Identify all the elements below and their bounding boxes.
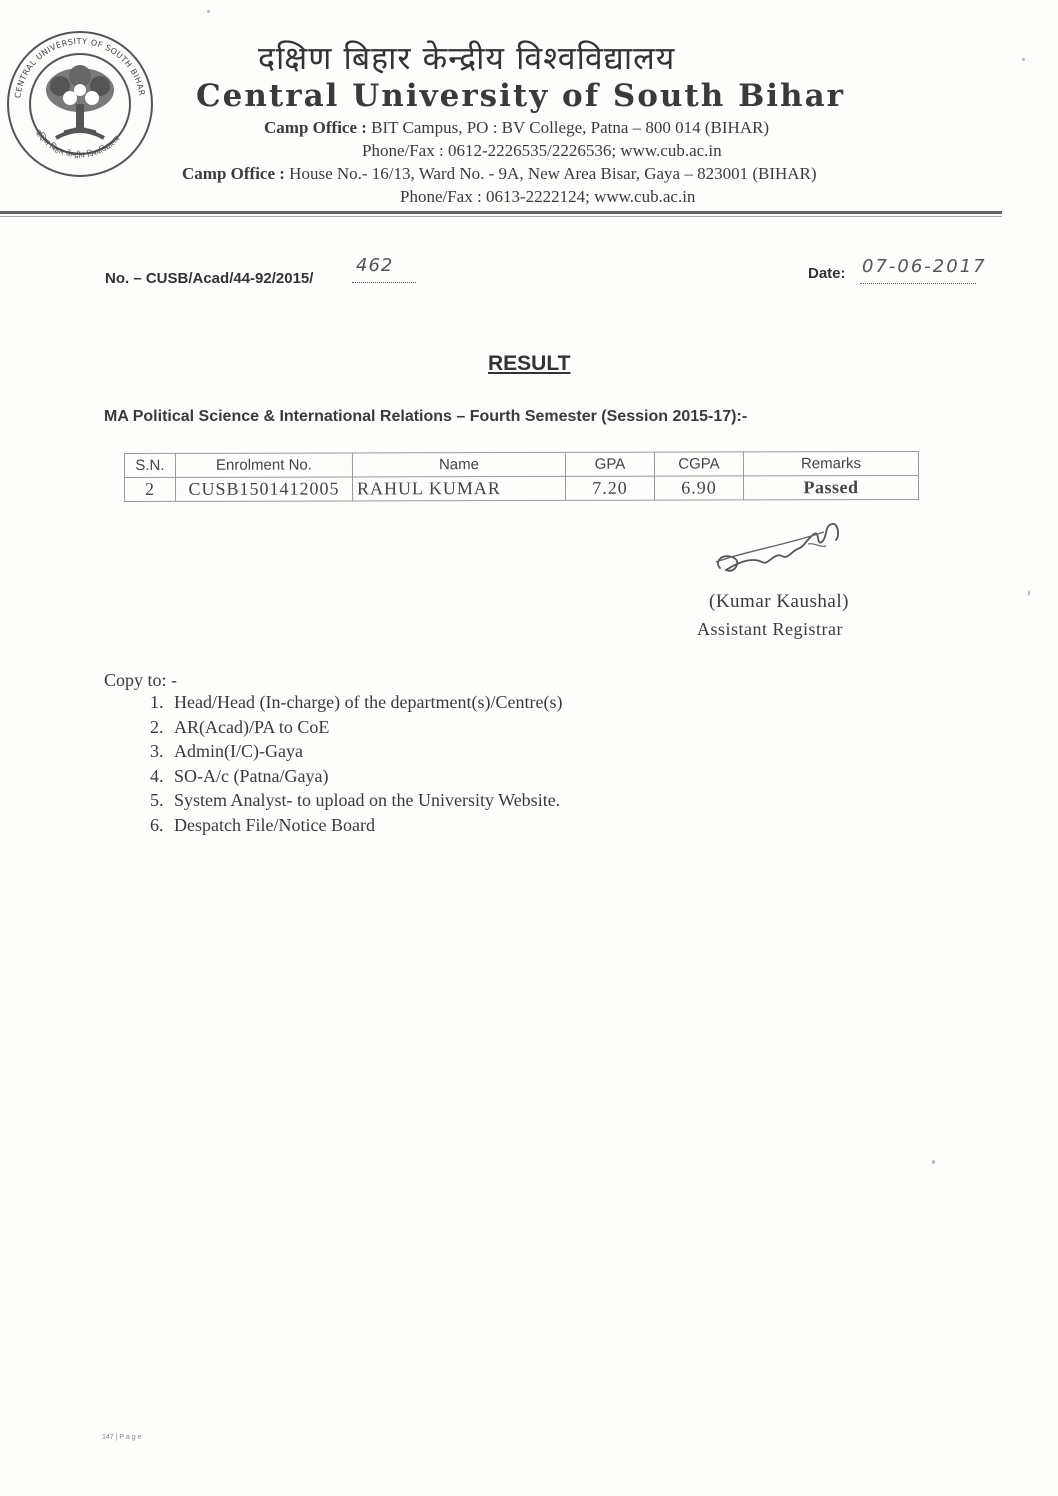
handwritten-signature bbox=[712, 512, 847, 587]
camp-office-gaya-address bbox=[182, 164, 817, 184]
scan-speck bbox=[207, 10, 210, 13]
column-header-cgpa: CGPA bbox=[654, 452, 743, 476]
list-item: 2. AR(Acad)/PA to CoE bbox=[168, 715, 563, 740]
cell-cgpa: 6.90 bbox=[654, 476, 743, 500]
svg-text:दक्षिण बिहार केन्द्रीय विश्ववि: दक्षिण बिहार केन्द्रीय विश्वविद्यालय bbox=[33, 128, 122, 160]
university-name-hindi: दक्षिण बिहार केन्द्रीय विश्वविद्यालय bbox=[258, 39, 676, 77]
date-dotted-line bbox=[860, 283, 976, 284]
university-seal-logo bbox=[4, 28, 156, 180]
camp-office-patna-phone: Phone/Fax : 0612-2226535/2226536; www.cub.ac.in bbox=[362, 141, 722, 160]
camp-office-gaya-phone: Phone/Fax : 0613-2222124; www.cub.ac.in bbox=[400, 187, 696, 206]
result-table bbox=[124, 451, 919, 502]
signatory-name: (Kumar Kaushal) bbox=[709, 591, 849, 612]
reference-dotted-line bbox=[352, 282, 416, 283]
column-header-enrolment: Enrolment No. bbox=[175, 453, 352, 477]
scan-speck bbox=[932, 1160, 935, 1164]
copy-to-list bbox=[126, 690, 563, 837]
camp-office-label: Camp Office : bbox=[182, 164, 285, 183]
cell-name: RAHUL KUMAR bbox=[353, 476, 566, 501]
cell-sn: 2 bbox=[125, 477, 176, 501]
svg-text:CENTRAL UNIVERSITY OF SOUTH BI: CENTRAL UNIVERSITY OF SOUTH BIHAR bbox=[13, 36, 147, 99]
list-item: 3. Admin(I/C)-Gaya bbox=[168, 739, 563, 764]
page-footer: 147 | P a g e bbox=[102, 1434, 142, 1441]
result-title: RESULT bbox=[488, 352, 571, 375]
column-header-name: Name bbox=[352, 452, 565, 477]
camp-office-patna-address bbox=[264, 118, 769, 138]
list-item: 4. SO-A/c (Patna/Gaya) bbox=[168, 764, 563, 789]
table-header-row bbox=[124, 451, 918, 477]
cell-enrolment: CUSB1501412005 bbox=[176, 477, 353, 501]
list-item: 1. Head/Head (In-charge) of the department(s)/Centre(s) bbox=[168, 690, 563, 715]
university-name-english: Central University of South Bihar bbox=[196, 78, 846, 114]
scan-speck bbox=[1022, 58, 1025, 61]
camp-office-label: Camp Office : bbox=[264, 118, 367, 137]
letterhead-divider-thin bbox=[0, 216, 1002, 217]
cell-gpa: 7.20 bbox=[565, 476, 654, 500]
signatory-designation: Assistant Registrar bbox=[697, 619, 843, 639]
copy-to-label: Copy to: - bbox=[104, 670, 178, 690]
camp-office-address-text: BIT Campus, PO : BV College, Patna – 800 014 (BIHAR) bbox=[366, 118, 770, 137]
reference-number-label: No. – CUSB/Acad/44-92/2015/ bbox=[105, 270, 314, 287]
date-label: Date: bbox=[808, 265, 846, 282]
cell-remarks: Passed bbox=[743, 475, 918, 499]
column-header-remarks: Remarks bbox=[743, 451, 918, 475]
scan-speck bbox=[1028, 590, 1030, 596]
table-row bbox=[125, 475, 919, 501]
program-description: MA Political Science & International Relations – Fourth Semester (Session 2015-17):- bbox=[104, 408, 748, 425]
list-item: 5. System Analyst- to upload on the University Website. bbox=[168, 788, 563, 813]
column-header-gpa: GPA bbox=[565, 452, 654, 476]
list-item: 6. Despatch File/Notice Board bbox=[168, 813, 563, 838]
camp-office-address-text: House No.- 16/13, Ward No. - 9A, New Area Bisar, Gaya – 823001 (BIHAR) bbox=[284, 164, 817, 183]
letterhead-divider bbox=[0, 211, 1002, 214]
date-handwritten: 07-06-2017 bbox=[862, 256, 987, 277]
reference-number-handwritten: 462 bbox=[356, 255, 394, 276]
column-header-sn: S.N. bbox=[124, 453, 175, 477]
